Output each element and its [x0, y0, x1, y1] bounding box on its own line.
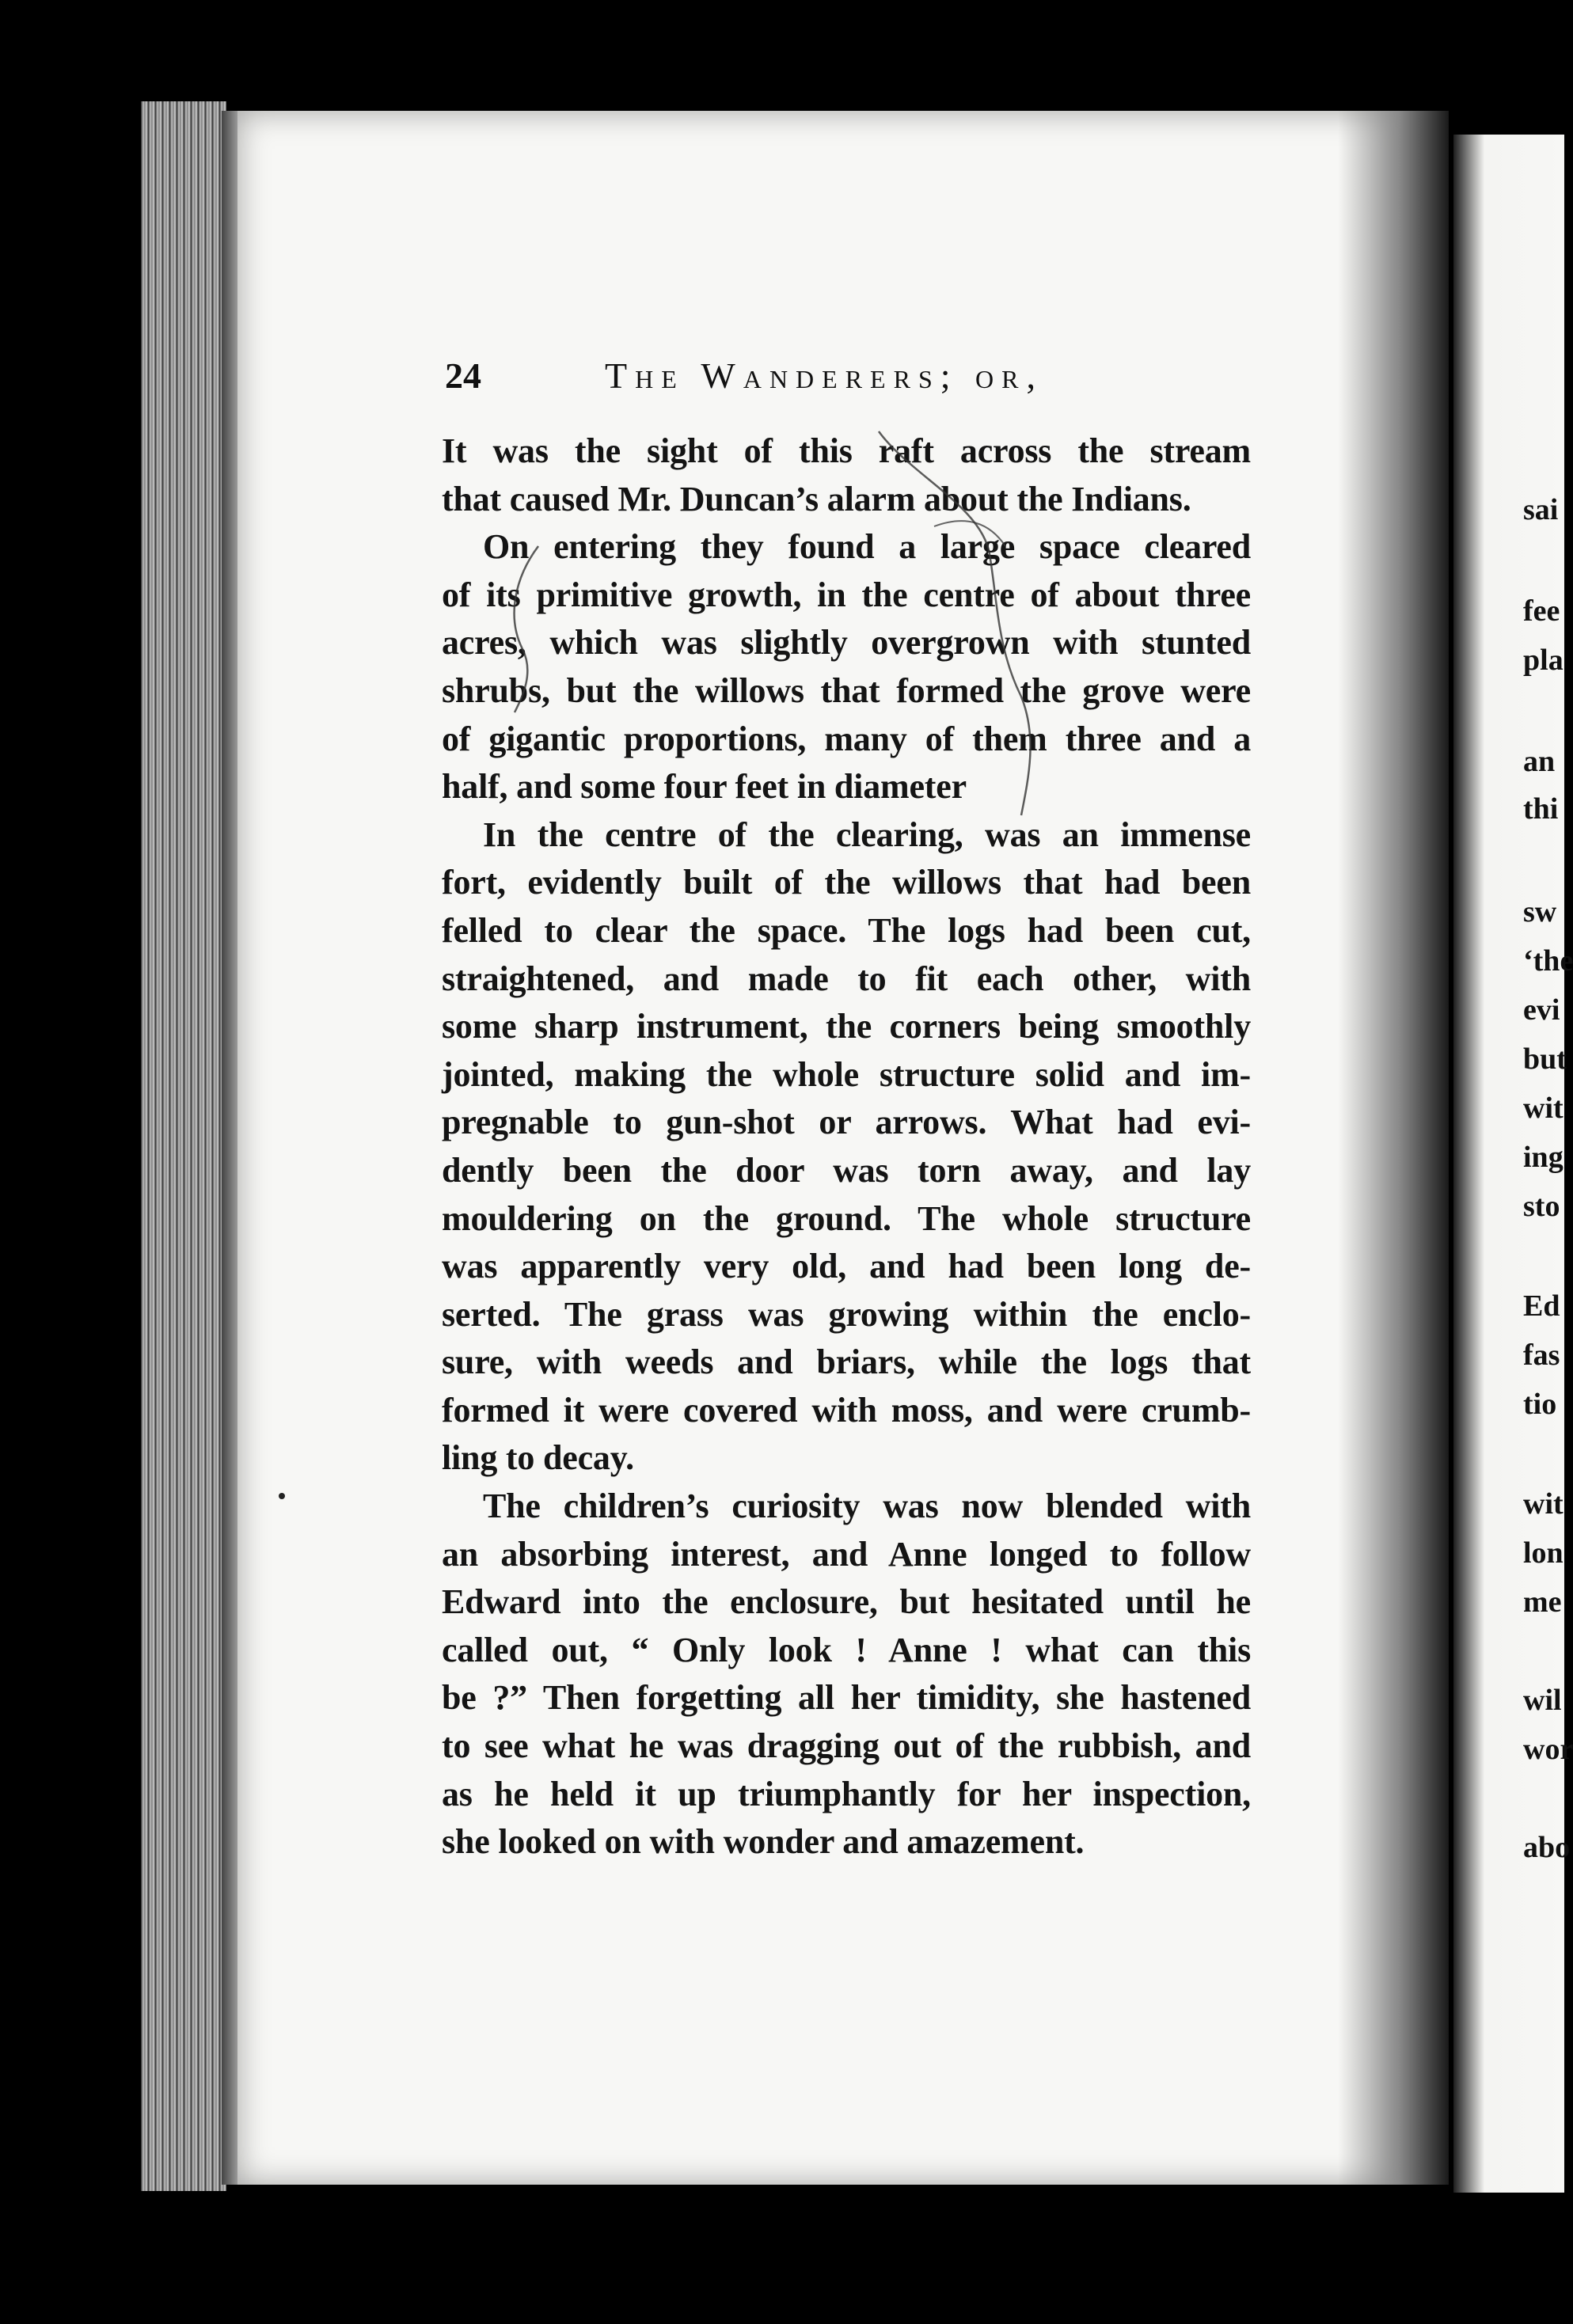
page-number: 24: [445, 355, 481, 396]
facing-text: pla: [1523, 644, 1564, 677]
page-edges: [141, 101, 226, 2191]
facing-text: wor: [1523, 1733, 1573, 1766]
facing-text: ‘the: [1523, 944, 1573, 978]
text-line: On entering they found a large space cleared: [483, 527, 1251, 567]
facing-text: but: [1523, 1042, 1567, 1076]
text-line: some sharp instrument, the corners being smoothly: [442, 1007, 1251, 1046]
facing-text: lon: [1523, 1536, 1564, 1570]
text-line: to see what he was dragging out of the rubbish, and: [442, 1726, 1251, 1766]
text-line: straightened, and made to fit each other, with: [442, 959, 1251, 998]
text-line: jointed, making the whole structure solid and im-: [442, 1054, 1251, 1094]
facing-text: fas: [1523, 1339, 1560, 1372]
facing-text: me: [1523, 1585, 1562, 1619]
facing-text: abo: [1523, 1831, 1571, 1864]
text-line: sure, with weeds and briars, while the logs that: [442, 1342, 1251, 1382]
text-line: mouldering on the ground. The whole structure: [442, 1198, 1251, 1238]
text-line: as he held it up triumphantly for her inspection,: [442, 1774, 1251, 1813]
facing-text: wit: [1523, 1487, 1564, 1521]
facing-text: wil: [1523, 1684, 1562, 1717]
text-line: pregnable to gun-shot or arrows. What had evi-: [442, 1103, 1251, 1142]
facing-text: sw: [1523, 895, 1557, 928]
facing-text: fee: [1523, 594, 1560, 628]
text-line: formed it were covered with moss, and were crumb-: [442, 1390, 1251, 1430]
facing-text: sai: [1523, 493, 1559, 526]
text-line: The children’s curiosity was now blended with: [483, 1487, 1251, 1526]
text-line: be ?” Then forgetting all her timidity, she hastened: [442, 1678, 1251, 1718]
text-line: shrubs, but the willows that formed the grove were: [442, 670, 1251, 710]
text-line: of gigantic proportions, many of them three and a: [442, 719, 1251, 758]
text-line: fort, evidently built of the willows that had been: [442, 863, 1251, 902]
facing-text: evi: [1523, 993, 1560, 1027]
page-header: [445, 355, 1244, 410]
text-line: of its primitive growth, in the centre of about three: [442, 575, 1251, 614]
facing-text: sto: [1523, 1190, 1560, 1223]
facing-text: tio: [1523, 1388, 1557, 1421]
text-line: half, and some four feet in diameter: [442, 767, 967, 807]
facing-page-fragment: [1453, 135, 1573, 2193]
facing-text: wit: [1523, 1092, 1564, 1125]
text-line: dently been the door was torn away, and lay: [442, 1150, 1251, 1190]
text-line: was apparently very old, and had been long de-: [442, 1247, 1251, 1286]
text-line: called out, “ Only look ! Anne ! what can this: [442, 1630, 1251, 1669]
text-line: that caused Mr. Duncan’s alarm about the Indians.: [442, 479, 1191, 518]
text-line: serted. The grass was growing within the enclo-: [442, 1294, 1251, 1334]
facing-text: ing: [1523, 1141, 1564, 1174]
text-line: an absorbing interest, and Anne longed to follow: [442, 1534, 1251, 1574]
facing-text: an: [1523, 745, 1556, 778]
gutter-shadow: [1338, 111, 1449, 2185]
text-line: felled to clear the space. The logs had been cut,: [442, 910, 1251, 950]
text-line: It was the sight of this raft across the stream: [442, 431, 1251, 470]
text-line: ling to decay.: [442, 1438, 634, 1478]
text-line: she looked on with wonder and amazement.: [442, 1822, 1085, 1862]
text-line: In the centre of the clearing, was an immense: [483, 815, 1251, 854]
facing-text: thi: [1523, 792, 1559, 826]
body-text: [442, 427, 1251, 1866]
text-line: acres, which was slightly overgrown with stunted: [442, 623, 1251, 663]
facing-text: Ed: [1523, 1289, 1560, 1323]
text-line: Edward into the enclosure, but hesitated until he: [442, 1582, 1251, 1622]
running-title: The Wanderers; or,: [605, 355, 1043, 396]
